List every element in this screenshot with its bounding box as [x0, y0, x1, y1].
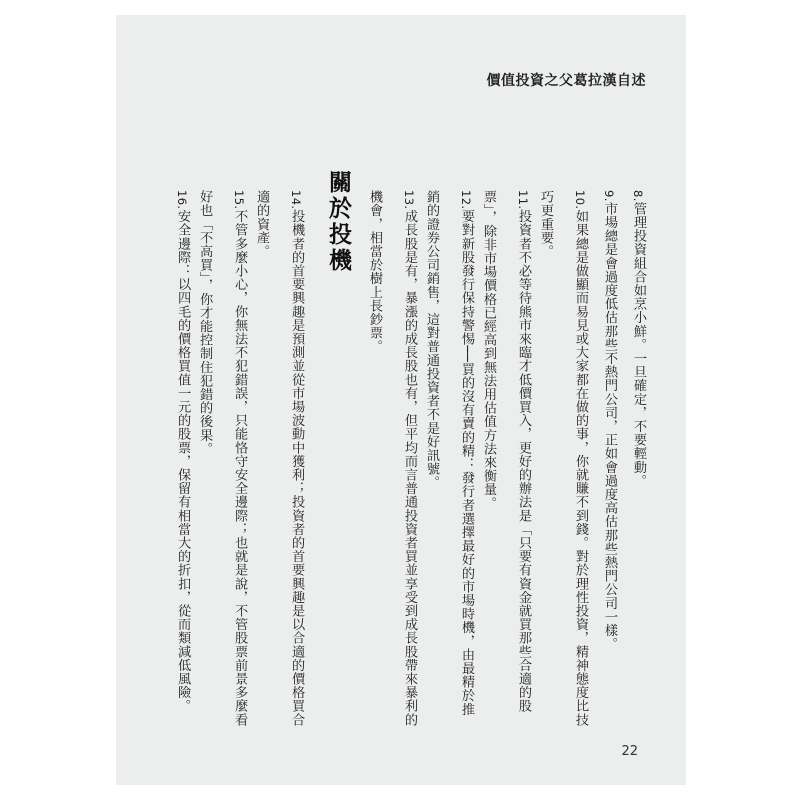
list-item	[559, 190, 588, 730]
item-text: 市場總是會過度低估那些不熱門公司，正如會過度高估那些熱門公司一樣。	[602, 201, 617, 651]
item-text: 不管多麼小心，你無法不犯錯誤，只能恪守安全邊際；也就是說，不管股票前景多麼看	[232, 209, 248, 727]
list-item-continuation	[531, 190, 559, 730]
list-item	[218, 190, 247, 730]
item-number: 14.	[289, 190, 304, 210]
item-number: 12.	[459, 190, 473, 210]
list-item	[161, 190, 190, 730]
item-text: 銷的證券公司銷售，這對普通投資者不是好訊號。	[424, 190, 439, 490]
item-text: 適的資產。	[254, 190, 270, 258]
list-group-before	[360, 190, 646, 730]
item-number: 11.	[516, 190, 530, 210]
list-group-after	[161, 190, 304, 730]
item-number: 16.	[175, 190, 190, 210]
list-item-continuation	[190, 190, 218, 730]
item-text: 好也「不高買」，你才能控制住犯錯的後果。	[197, 190, 213, 456]
list-item-continuation	[474, 190, 502, 730]
item-number: 10.	[573, 190, 587, 210]
running-head: 價值投資之父葛拉漢自述	[486, 73, 646, 89]
item-text: 票」，除非市場價格已經高到無法用估值方法來衡量。	[481, 190, 496, 510]
section-title: 關於投機	[325, 170, 352, 274]
item-text: 要對新股發行保持警惕──買的沒有賣的精：發行者選擇最好的市場時機，由最精於推	[459, 209, 474, 716]
item-text: 投資者不必等待熊市來臨才低價買入，更好的辦法是「只要有資金就買那些合適的股	[516, 209, 531, 713]
item-number: 9.	[602, 190, 616, 202]
item-text: 投機者的首要興趣是預測並從市場波動中獲利；投資者的首要興趣是以合適的價格買合	[289, 209, 305, 727]
list-item	[275, 190, 304, 730]
list-item-continuation	[360, 190, 388, 730]
book-page	[116, 15, 686, 785]
item-text: 巧更重要。	[538, 190, 553, 258]
list-item	[502, 190, 531, 730]
item-number: 15.	[232, 190, 247, 210]
list-item-continuation	[417, 190, 445, 730]
list-item	[445, 190, 474, 730]
item-number: 8.	[631, 190, 645, 202]
body-text	[175, 170, 646, 730]
item-text: 管理投資組合如烹小鮮。一旦確定，不要輕動。	[631, 201, 646, 488]
item-text: 機會，相當於樹上長鈔票。	[367, 190, 382, 354]
list-item	[617, 190, 646, 730]
item-number: 13.	[402, 190, 416, 210]
list-item-continuation	[247, 190, 275, 730]
page-number: 22	[621, 744, 638, 759]
list-item	[588, 190, 617, 730]
item-text: 如果總是做顯而易見或大家都在做的事，你就賺不到錢。對於理性投資，精神態度比技	[573, 209, 588, 727]
list-item	[388, 190, 417, 730]
item-text: 成長股是有，暴漲的成長股也有，但平均而言普通投資者買並享受到成長股帶來暴利的	[402, 209, 417, 727]
item-text: 安全邊際：以四毛的價格買值一元的股票，保留有相當大的折扣，從而類減低風險。	[175, 209, 191, 713]
